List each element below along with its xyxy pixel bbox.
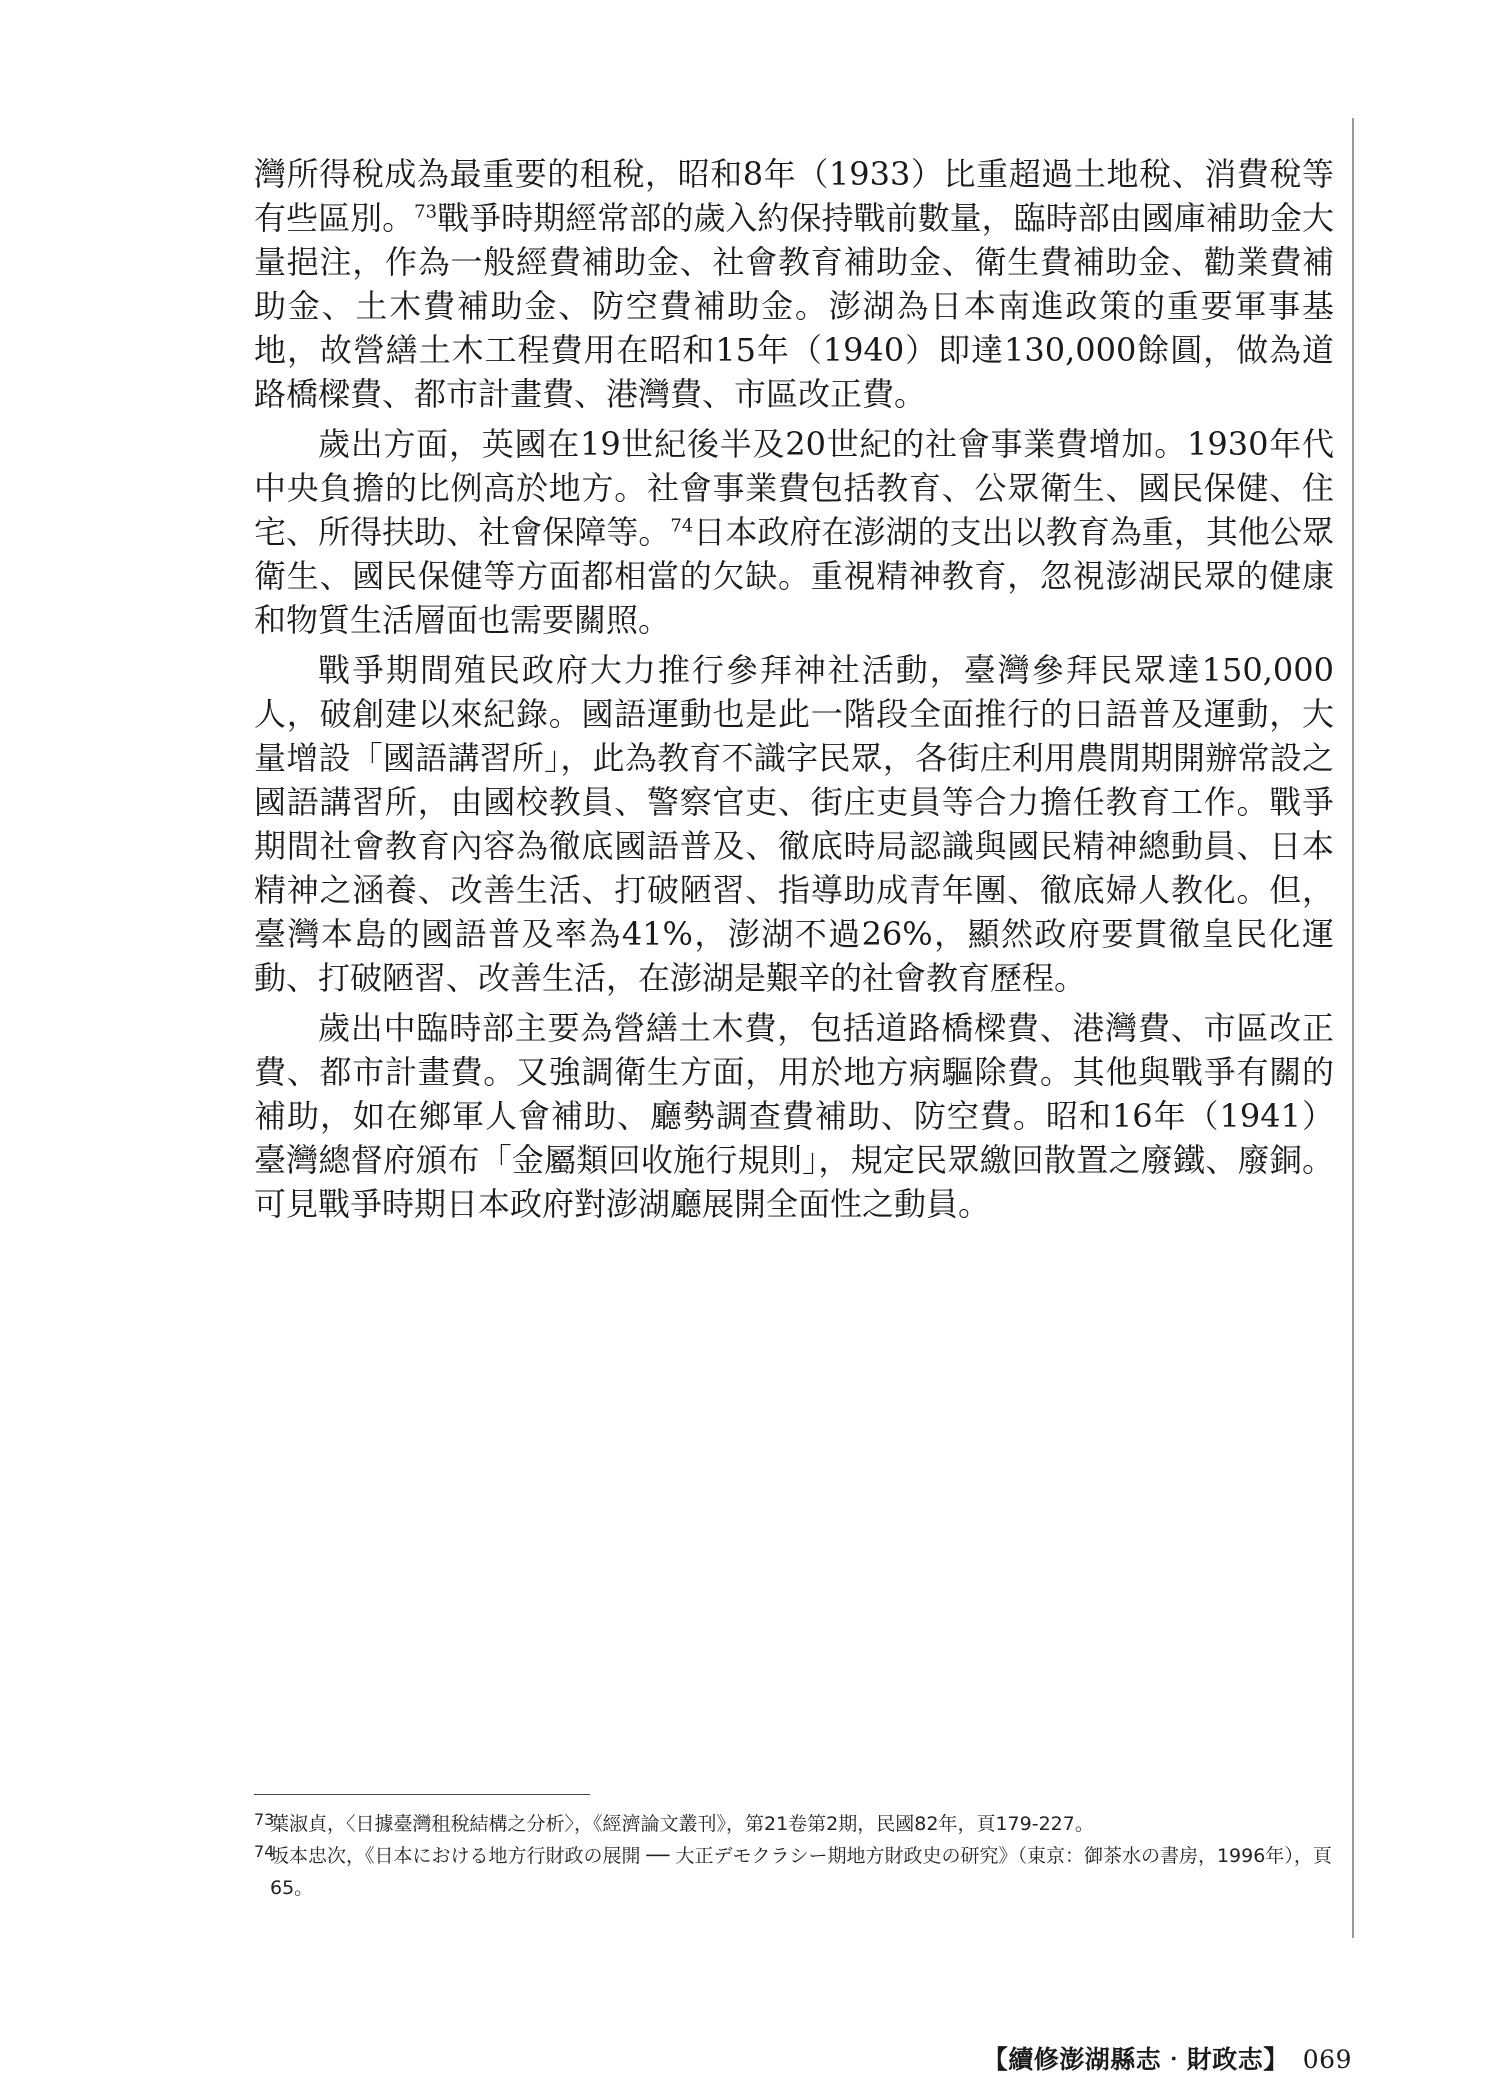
footnotes — [254, 1808, 1334, 1904]
paragraph-2 — [254, 422, 1334, 642]
running-footer — [983, 2040, 1352, 2076]
footnote-divider — [254, 1794, 590, 1795]
footnote-text: 葉淑貞，〈日據臺灣租稅結構之分析〉，《經濟論文叢刊》，第21卷第2期，民國82年，頁179-227。 — [270, 1813, 1094, 1835]
right-margin-rule — [1352, 118, 1354, 1938]
footnote-number: 74 — [254, 1842, 275, 1861]
page-number: 069 — [1302, 2045, 1352, 2074]
paragraph-1 — [254, 152, 1334, 416]
book-title: 【續修澎湖縣志‧財政志】 — [982, 2045, 1289, 2074]
footnote-74 — [254, 1840, 1334, 1904]
footnote-73 — [254, 1808, 1334, 1840]
footnote-number: 73 — [254, 1810, 275, 1829]
paragraph-1-text-b: 戰爭時期經常部的歲入約保持戰前數量，臨時部由國庫補助金大量挹注，作為一般經費補助金、社會教育補助金、衛生費補助金、勸業費補助金、土木費補助金、防空費補助金。澎湖為日本南進政策的重要軍事基地，故營繕土木工程費用在昭和15年（1940）即達130,000餘圓，做為道路橋樑費、都市計畫費、港灣費、市區改正費。 — [254, 199, 1334, 413]
paragraph-4: 歲出中臨時部主要為營繕土木費，包括道路橋樑費、港灣費、市區改正費、都市計畫費。又強調衛生方面，用於地方病驅除費。其他與戰爭有關的補助，如在鄉軍人會補助、廳勢調查費補助、防空費。昭和16年（1941）臺灣總督府頒布「金屬類回收施行規則」，規定民眾繳回散置之廢鐵、廢銅。可見戰爭時期日本政府對澎湖廳展開全面性之動員。 — [254, 1009, 1334, 1223]
paragraph-3: 戰爭期間殖民政府大力推行參拜神社活動，臺灣參拜民眾達150,000人，破創建以來紀錄。國語運動也是此一階段全面推行的日語普及運動，大量增設「國語講習所」，此為教育不識字民眾，各街庄利用農閒期開辦常設之國語講習所，由國校教員、警察官吏、街庄吏員等合力擔任教育工作。戰爭期間社會教育內容為徹底國語普及、徹底時局認識與國民精神總動員、日本精神之涵養、改善生活、打破陋習、指導助成青年團、徹底婦人教化。但，臺灣本島的國語普及率為41%，澎湖不過26%，顯然政府要貫徹皇民化運動、打破陋習、改善生活，在澎湖是艱辛的社會教育歷程。 — [254, 651, 1334, 997]
paragraph-1-text-a: 灣所得稅成為最重要的租稅，昭和8年（1933）比重超過土地稅、消費稅等有些區別。 — [254, 155, 1334, 237]
footnote-text: 坂本忠次，《日本における地方行財政の展開 ── 大正デモクラシー期地方財政史の研究》（東京：御茶水の書房，1996年），頁65。 — [270, 1845, 1332, 1899]
footnote-ref-74[interactable]: 74 — [670, 515, 694, 537]
footnote-ref-73[interactable]: 73 — [414, 201, 438, 223]
paragraph-2-text-a: 歲出方面，英國在19世紀後半及20世紀的社會事業費增加。1930年代中央負擔的比例高於地方。社會事業費包括教育、公眾衛生、國民保健、住宅、所得扶助、社會保障等。 — [254, 425, 1334, 551]
paragraph-2-text-b: 日本政府在澎湖的支出以教育為重，其他公眾衛生、國民保健等方面都相當的欠缺。重視精神教育，忽視澎湖民眾的健康和物質生活層面也需要關照。 — [254, 513, 1334, 639]
body-text — [254, 152, 1334, 1232]
